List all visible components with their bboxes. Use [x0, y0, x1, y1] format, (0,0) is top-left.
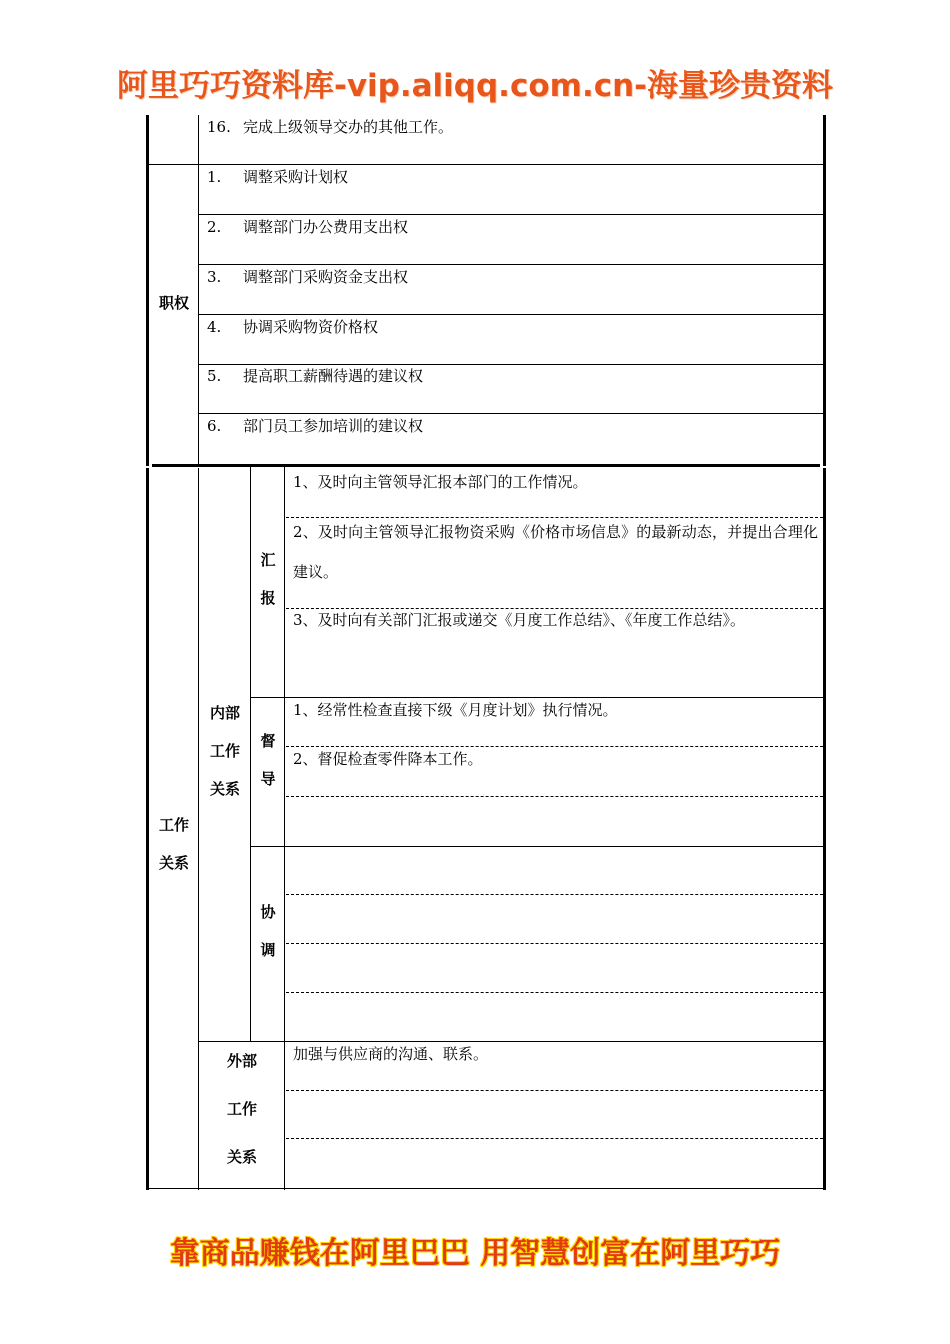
bottom-watermark-banner: 靠商品赚钱在阿里巴巴 用智慧创富在阿里巧巧 [169, 1236, 781, 1271]
authority-item [207, 167, 348, 187]
authority-item-number: 3. [207, 268, 222, 286]
authority-item-text: 部门员工参加培训的建议权 [243, 417, 424, 435]
authority-item-text: 调整采购计划权 [243, 168, 349, 186]
supervise-header [252, 722, 284, 798]
internal-relations-header [200, 694, 250, 808]
authority-item [207, 267, 408, 287]
coordinate-header [252, 893, 284, 969]
authority-item-number: 1. [207, 168, 222, 186]
supervise-item: 1、经常性检查直接下级《月度计划》执行情况。 [293, 701, 618, 719]
report-item: 3、及时向有关部门汇报或递交《月度工作总结》、《年度工作总结》。 [293, 611, 746, 629]
duty-item-16 [207, 117, 453, 137]
header-char: 汇 [260, 551, 276, 569]
supervise-item: 2、督促检查零件降本工作。 [293, 750, 483, 768]
header-line: 内部 [209, 704, 240, 722]
header-line: 外部 [226, 1052, 257, 1070]
header-line: 关系 [226, 1148, 257, 1166]
authority-item-text: 调整部门采购资金支出权 [243, 268, 409, 286]
top-watermark-banner: 阿里巧巧资料库-vip.aliqq.com.cn-海量珍贵资料 [116, 68, 834, 104]
authority-item-text: 协调采购物资价格权 [243, 318, 379, 336]
external-item: 加强与供应商的沟通、联系。 [293, 1045, 489, 1063]
external-relations-header [200, 1037, 284, 1181]
header-line: 工作 [158, 816, 189, 834]
authority-item [207, 217, 408, 237]
report-header [252, 541, 284, 617]
authority-item-number: 6. [207, 417, 222, 435]
header-line: 工作 [209, 742, 240, 760]
authority-item-number: 2. [207, 218, 222, 236]
header-char: 督 [260, 732, 276, 750]
report-item: 2、及时向主管领导汇报物资采购《价格市场信息》的最新动态，并提出合理化建议。 [293, 523, 818, 581]
header-char: 导 [260, 770, 276, 788]
header-line: 关系 [209, 780, 240, 798]
work-relations-header [150, 806, 198, 882]
authority-item-text: 调整部门办公费用支出权 [243, 218, 409, 236]
duty-item-text: 完成上级领导交办的其他工作。 [243, 118, 454, 136]
duty-item-number: 16. [207, 118, 231, 136]
authority-item-text: 提高职工薪酬待遇的建议权 [243, 367, 424, 385]
header-line: 工作 [226, 1100, 257, 1118]
header-char: 调 [260, 941, 276, 959]
header-char: 报 [260, 589, 276, 607]
authority-item [207, 317, 378, 337]
authority-item [207, 416, 423, 436]
authority-item-number: 4. [207, 318, 222, 336]
report-item: 1、及时向主管领导汇报本部门的工作情况。 [293, 473, 588, 491]
header-char: 协 [260, 903, 276, 921]
authority-header: 职权 [158, 294, 189, 312]
authority-item [207, 366, 423, 386]
authority-item-number: 5. [207, 367, 222, 385]
header-line: 关系 [158, 854, 189, 872]
